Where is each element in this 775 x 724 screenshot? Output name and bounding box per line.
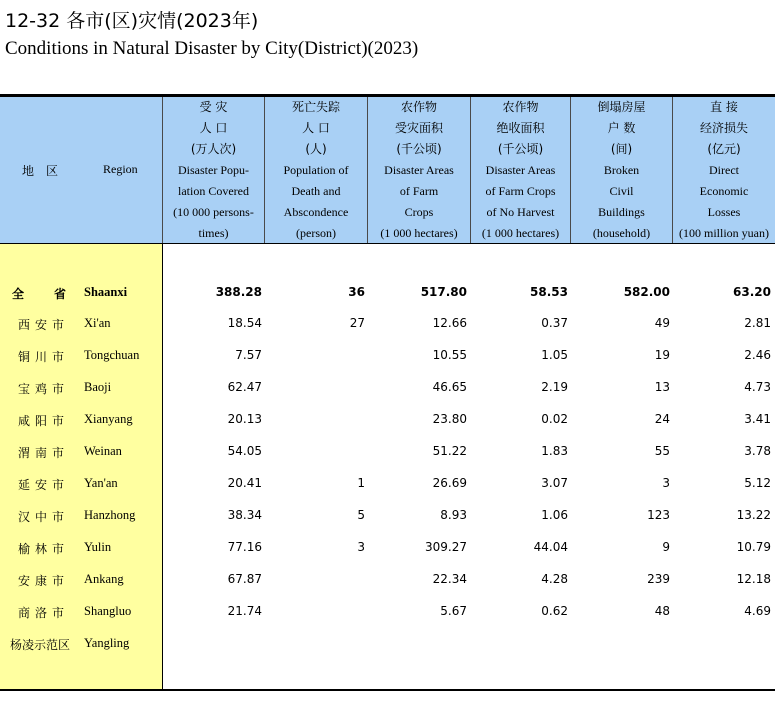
value-economic-losses: 63.20: [733, 285, 771, 299]
table-row: [0, 313, 775, 335]
region-name-english: Xianyang: [84, 412, 133, 426]
value-disaster-population: 7.57: [235, 348, 262, 362]
value-crop-disaster-area: 26.69: [432, 476, 467, 490]
value-crop-no-harvest: 1.83: [541, 444, 568, 458]
table-row: [0, 569, 775, 591]
table-row: [0, 345, 775, 367]
value-disaster-population: 20.41: [227, 476, 262, 490]
value-crop-no-harvest: 44.04: [533, 540, 568, 554]
region-name-english: Shaanxi: [84, 285, 128, 299]
value-disaster-population: 21.74: [227, 604, 262, 618]
table-row: [0, 601, 775, 623]
region-name-english: Weinan: [84, 444, 122, 458]
value-death-abscondence: 3: [357, 540, 365, 554]
value-crop-disaster-area: 51.22: [432, 444, 467, 458]
value-broken-buildings: 55: [654, 444, 670, 458]
value-crop-disaster-area: 12.66: [432, 316, 467, 330]
value-economic-losses: 2.46: [744, 348, 771, 362]
region-name-english: Hanzhong: [84, 508, 136, 522]
header-death-abscondence: 死亡失踪 人 口 (人) Population of Death and Abscondence (person): [283, 100, 349, 240]
value-broken-buildings: 24: [654, 412, 670, 426]
value-disaster-population: 54.05: [227, 444, 262, 458]
value-crop-disaster-area: 46.65: [432, 380, 467, 394]
value-death-abscondence: 1: [357, 476, 365, 490]
value-crop-no-harvest: 1.05: [541, 348, 568, 362]
value-crop-disaster-area: 309.27: [425, 540, 467, 554]
value-crop-no-harvest: 0.37: [541, 316, 568, 330]
value-economic-losses: 12.18: [736, 572, 771, 586]
value-economic-losses: 2.81: [744, 316, 771, 330]
value-disaster-population: 77.16: [227, 540, 262, 554]
value-economic-losses: 5.12: [744, 476, 771, 490]
region-name-chinese: 铜川市: [18, 350, 70, 364]
value-crop-no-harvest: 0.02: [541, 412, 568, 426]
region-name-chinese: 宝鸡市: [18, 382, 70, 396]
value-broken-buildings: 123: [647, 508, 670, 522]
region-name-english: Yangling: [84, 636, 130, 650]
header-crop-no-harvest: 农作物 绝收面积 (千公顷) Disaster Areas of Farm Crops of No Harvest (1 000 hectares): [481, 100, 560, 240]
region-name-chinese: 延安市: [18, 478, 70, 492]
value-crop-disaster-area: 23.80: [432, 412, 467, 426]
value-broken-buildings: 48: [654, 604, 670, 618]
value-crop-disaster-area: 5.67: [440, 604, 467, 618]
value-crop-no-harvest: 3.07: [541, 476, 568, 490]
table-row: [0, 441, 775, 463]
value-economic-losses: 3.41: [744, 412, 771, 426]
value-disaster-population: 67.87: [227, 572, 262, 586]
value-disaster-population: 18.54: [227, 316, 262, 330]
value-crop-no-harvest: 58.53: [530, 285, 568, 299]
value-economic-losses: 4.73: [744, 380, 771, 394]
table-row: [0, 409, 775, 431]
region-name-english: Yulin: [84, 540, 112, 554]
region-name-chinese: 商洛市: [18, 606, 70, 620]
value-crop-no-harvest: 0.62: [541, 604, 568, 618]
value-crop-disaster-area: 22.34: [432, 572, 467, 586]
value-crop-no-harvest: 4.28: [541, 572, 568, 586]
header-disaster-population: 受 灾 人 口 (万人次) Disaster Popu- lation Covered (10 000 persons- times): [173, 100, 254, 240]
table-title-english: Conditions in Natural Disaster by City(District)(2023): [5, 38, 419, 59]
region-name-chinese: 渭南市: [18, 446, 70, 460]
value-broken-buildings: 3: [662, 476, 670, 490]
table-row: [0, 473, 775, 495]
region-name-chinese: 榆林市: [18, 542, 70, 556]
header-region-chinese: 地区: [22, 164, 71, 178]
value-economic-losses: 3.78: [744, 444, 771, 458]
value-crop-disaster-area: 10.55: [432, 348, 467, 362]
region-name-english: Tongchuan: [84, 348, 140, 362]
value-broken-buildings: 582.00: [623, 285, 670, 299]
region-name-chinese: 汉中市: [18, 510, 70, 524]
value-broken-buildings: 49: [654, 316, 670, 330]
table-row: [0, 377, 775, 399]
value-death-abscondence: 27: [349, 316, 365, 330]
region-name-english: Xi'an: [84, 316, 111, 330]
value-economic-losses: 13.22: [736, 508, 771, 522]
table-row: [0, 537, 775, 559]
value-disaster-population: 388.28: [215, 285, 262, 299]
table-row: [0, 633, 775, 655]
region-name-chinese: 全省: [12, 287, 97, 301]
region-name-english: Ankang: [84, 572, 124, 586]
value-crop-disaster-area: 8.93: [440, 508, 467, 522]
region-name-english: Baoji: [84, 380, 112, 394]
value-disaster-population: 38.34: [227, 508, 262, 522]
value-broken-buildings: 9: [662, 540, 670, 554]
value-disaster-population: 20.13: [227, 412, 262, 426]
value-broken-buildings: 19: [654, 348, 670, 362]
region-name-chinese: 杨凌示范区: [10, 638, 71, 652]
value-crop-no-harvest: 1.06: [541, 508, 568, 522]
region-name-chinese: 西安市: [18, 318, 70, 332]
bottom-rule: [0, 689, 775, 691]
value-economic-losses: 10.79: [736, 540, 771, 554]
header-economic-losses: 直 接 经济损失 (亿元) Direct Economic Losses (100 million yuan): [679, 100, 769, 240]
region-name-chinese: 咸阳市: [18, 414, 70, 428]
value-crop-disaster-area: 517.80: [420, 285, 467, 299]
region-name-english: Yan'an: [84, 476, 118, 490]
value-broken-buildings: 13: [654, 380, 670, 394]
header-crop-disaster-area: 农作物 受灾面积 (千公顷) Disaster Areas of Farm Crops (1 000 hectares): [380, 100, 458, 240]
value-death-abscondence: 5: [357, 508, 365, 522]
header-region-english: Region: [103, 162, 138, 176]
table-title-chinese: 12-32 各市(区)灾情(2023年): [5, 10, 259, 32]
value-disaster-population: 62.47: [227, 380, 262, 394]
value-broken-buildings: 239: [647, 572, 670, 586]
value-crop-no-harvest: 2.19: [541, 380, 568, 394]
region-name-chinese: 安康市: [18, 574, 70, 588]
table-row-total: [0, 282, 775, 304]
table-row: [0, 505, 775, 527]
region-name-english: Shangluo: [84, 604, 132, 618]
value-economic-losses: 4.69: [744, 604, 771, 618]
value-death-abscondence: 36: [348, 285, 365, 299]
header-broken-buildings: 倒塌房屋 户 数 (间) Broken Civil Buildings (household): [592, 100, 651, 240]
